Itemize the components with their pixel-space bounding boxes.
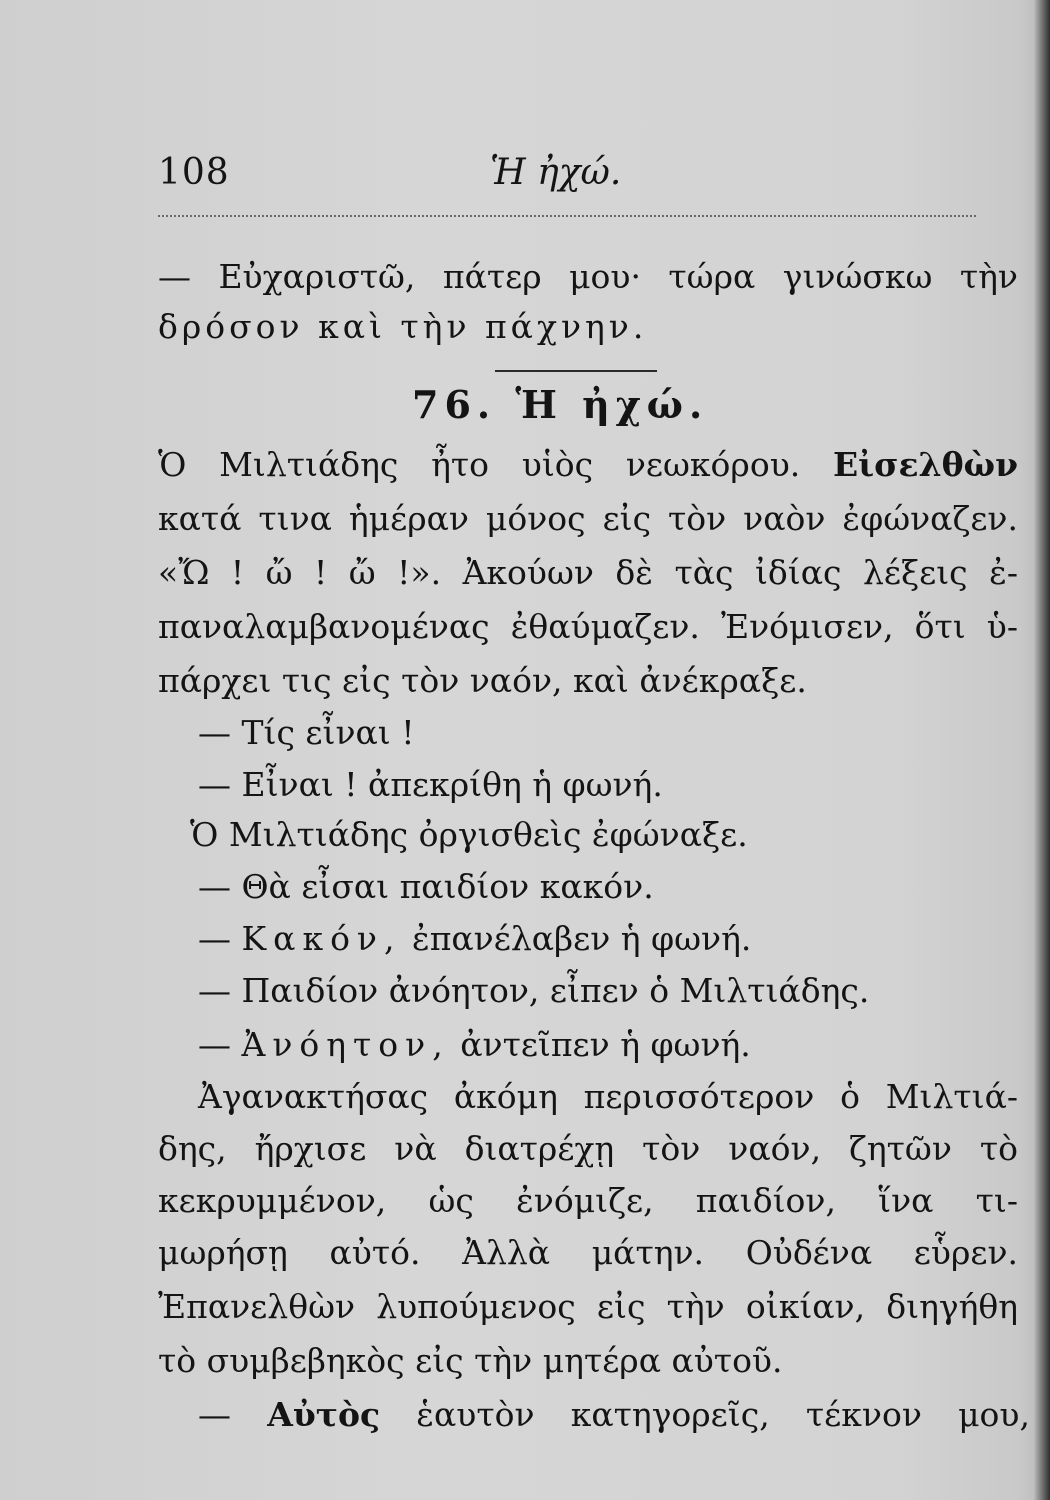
spaced-word: Κακόν, [241,919,402,958]
dash: — [198,1395,231,1434]
text-line: κεκρυμμένον, ὡς ἐνόμιζε, παιδίον, ἵνα τι- [158,1181,1018,1220]
text-line: Ἀγανακτήσας ἀκόμη περισσότερον ὁ Μιλτιά- [198,1077,1018,1116]
text-line: τὸ συμβεβηκὸς εἰς τὴν μητέρα αὐτοῦ. [158,1341,783,1380]
line-text: ἑαυτὸν κατηγορεῖς, τέκνον μου, [416,1395,1030,1434]
text-line: παναλαμβανομένας ἐθαύμαζεν. Ἐνόμισεν, ὅτι ὑ- [158,607,1018,646]
text-line: «Ὤ ! ὤ ! ὤ !». Ἀκούων δὲ τὰς ἰδίας λέξεις ἐ- [158,553,1018,592]
dialogue-line: — Παιδίον ἀνόητον, εἶπεν ὁ Μιλτιάδης. [198,971,870,1010]
dialogue-line [198,914,751,964]
dialogue-line [198,1390,1030,1440]
bold-word: Εἰσελθὼν [833,445,1018,484]
line-text: ἀντεῖπεν ἡ φωνή. [460,1025,751,1064]
dash: — [198,919,231,958]
text-line [158,440,1018,490]
text-line: κατά τινα ἡμέραν μόνος εἰς τὸν ναὸν ἐφώναζεν. [158,499,1018,538]
section-divider-rule [495,370,657,372]
text-line: δρόσον καὶ τὴν πάχνην. [158,307,648,346]
dialogue-line: — Τίς εἶναι ! [198,713,415,752]
dialogue-line [198,1020,751,1070]
bold-word: Αὐτὸς [267,1395,381,1434]
dialogue-line: — Εἶναι ! ἀπεκρίθη ἡ φωνή. [198,765,663,804]
page-edge-shadow [1034,0,1050,1500]
text-line: Ἐπανελθὼν λυπούμενος εἰς τὴν οἰκίαν, διηγήθη [158,1287,1018,1326]
text-line: μωρήσῃ αὐτό. Ἀλλὰ μάτην. Οὐδένα εὗρεν. [158,1233,1018,1272]
header-dotted-rule [158,215,976,217]
spaced-word: Ἀνόητον, [241,1025,450,1064]
text-line: — Εὐχαριστῶ, πάτερ μου· τώρα γινώσκω τὴν [158,257,1018,296]
page-number: 108 [158,152,230,193]
text-line: δης, ἤρχισε νὰ διατρέχῃ τὸν ναόν, ζητῶν τὸ [158,1129,1018,1168]
dash: — [198,1025,231,1064]
dialogue-line: — Θὰ εἶσαι παιδίον κακόν. [198,867,654,906]
line-text: Ὁ Μιλτιάδης ἦτο υἱὸς νεωκόρου. [158,445,801,484]
section-title: 76. Ἡ ἠχώ. [412,382,709,427]
text-line: πάρχει τις εἰς τὸν ναόν, καὶ ἀνέκραξε. [158,661,807,700]
line-text: ἐπανέλαβεν ἡ φωνή. [411,919,752,958]
page-header [158,152,978,208]
running-title: Ἡ ἠχώ. [490,152,622,193]
text-line: Ὁ Μιλτιάδης ὀργισθεὶς ἐφώναξε. [190,815,748,854]
